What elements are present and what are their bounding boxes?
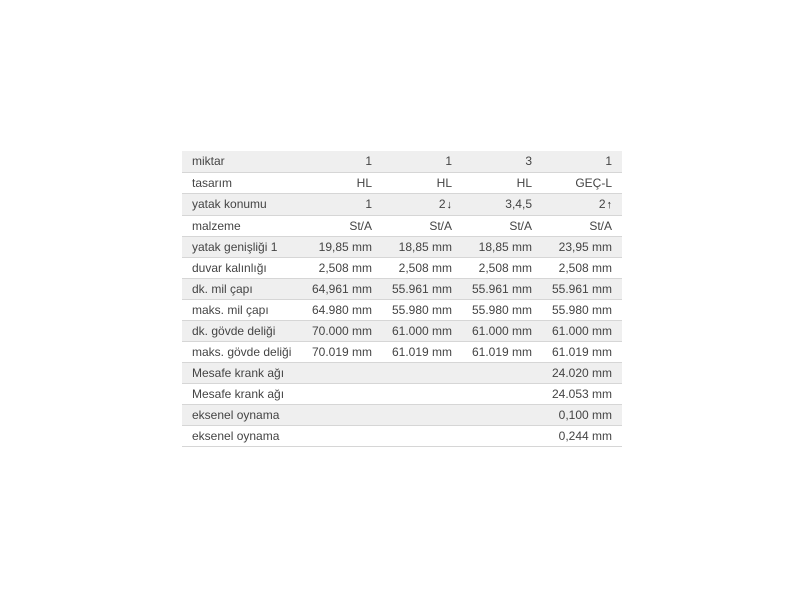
cell-text: 19,85 mm [318,239,372,254]
cell-text: 55.961 mm [391,281,452,296]
row-label: malzeme [182,215,302,236]
cell-value [302,172,382,193]
cell-value [462,257,542,278]
cell-value [302,341,382,362]
cell-value [542,151,622,172]
table-row [182,193,622,215]
cell-value [382,299,462,320]
cell-value [462,383,542,404]
cell-value [462,215,542,236]
table-row [182,362,622,383]
row-label: dk. mil çapı [182,278,302,299]
cell-text: 1 [365,197,372,211]
cell-text: 55.961 mm [471,281,532,296]
spec-table-body [182,151,622,446]
table-row [182,278,622,299]
cell-value [302,151,382,172]
cell-text: 3 [525,154,532,169]
cell-text: 61.000 mm [471,323,532,338]
cell-text: 1 [365,154,372,169]
cell-value [462,341,542,362]
cell-value [542,320,622,341]
cell-value [542,278,622,299]
cell-text: 24.053 mm [551,386,612,401]
cell-value [382,172,462,193]
row-label: Mesafe krank ağı [182,362,302,383]
cell-value [302,278,382,299]
cell-text: St/A [349,218,372,233]
cell-value [302,236,382,257]
row-label: maks. gövde deliği [182,341,302,362]
cell-text: HL [436,175,452,190]
row-label: tasarım [182,172,302,193]
table-row [182,341,622,362]
cell-value [382,215,462,236]
cell-text: 55.980 mm [551,302,612,317]
cell-text: 18,85 mm [478,239,532,254]
cell-value [302,362,382,383]
cell-text: 2,508 mm [478,260,532,275]
cell-value [542,172,622,193]
table-row [182,236,622,257]
cell-text: St/A [429,218,452,233]
cell-value [302,299,382,320]
cell-value [382,404,462,425]
cell-value [462,425,542,446]
cell-value [382,151,462,172]
row-label: eksenel oynama [182,404,302,425]
cell-text: St/A [509,218,532,233]
cell-value [462,172,542,193]
cell-value [542,215,622,236]
row-label: duvar kalınlığı [182,257,302,278]
row-label: yatak genişliği 1 [182,236,302,257]
cell-text: HL [516,175,532,190]
cell-text: 70.019 mm [311,344,372,359]
cell-text: 55.980 mm [471,302,532,317]
cell-value [542,257,622,278]
cell-text: 1 [445,154,452,169]
cell-value [382,193,462,215]
row-label: yatak konumu [182,193,302,215]
cell-value [302,404,382,425]
cell-value [542,236,622,257]
cell-text: 2,508 mm [558,260,612,275]
cell-text: 2 [438,196,446,211]
cell-value [542,362,622,383]
cell-value [542,299,622,320]
table-row [182,172,622,193]
cell-text: 1 [605,154,612,169]
cell-value [462,362,542,383]
cell-text: 55.980 mm [391,302,452,317]
row-label: Mesafe krank ağı [182,383,302,404]
cell-text: 0,100 mm [558,407,612,422]
cell-value [462,193,542,215]
table-row [182,425,622,446]
cell-text: 2,508 mm [318,260,372,275]
cell-text: 23,95 mm [558,239,612,254]
cell-value [382,236,462,257]
table-row [182,151,622,172]
cell-text: 2 [598,196,606,211]
cell-value [462,278,542,299]
cell-value [302,257,382,278]
up-arrow-icon: ↑ [606,198,612,211]
cell-value [542,404,622,425]
cell-text: 61.019 mm [391,344,452,359]
cell-value [302,425,382,446]
cell-value [382,320,462,341]
cell-value [382,425,462,446]
cell-text: 64.980 mm [311,302,372,317]
cell-value [542,383,622,404]
cell-value [462,151,542,172]
cell-value [382,278,462,299]
cell-text: 61.019 mm [471,344,532,359]
cell-value [302,320,382,341]
row-label: maks. mil çapı [182,299,302,320]
cell-value [382,257,462,278]
cell-text: 70.000 mm [311,323,372,338]
cell-value [302,215,382,236]
table-row [182,320,622,341]
cell-value [302,383,382,404]
cell-text: St/A [589,218,612,233]
cell-value [542,341,622,362]
row-label: miktar [182,151,302,172]
cell-value [462,299,542,320]
cell-text: 18,85 mm [398,239,452,254]
cell-value [382,383,462,404]
row-label: dk. gövde deliği [182,320,302,341]
cell-value [542,425,622,446]
table-row [182,383,622,404]
down-arrow-icon: ↓ [446,198,452,211]
cell-text: 2,508 mm [398,260,452,275]
table-row [182,215,622,236]
cell-text: HL [356,175,372,190]
cell-text: 55.961 mm [551,281,612,296]
cell-value [382,341,462,362]
cell-text: 61.019 mm [551,344,612,359]
cell-value [462,320,542,341]
table-row [182,404,622,425]
cell-text: 0,244 mm [558,428,612,443]
cell-text: 24.020 mm [551,365,612,380]
cell-text: 61.000 mm [551,323,612,338]
cell-text: GEÇ-L [575,175,612,190]
table-row [182,257,622,278]
cell-value [302,193,382,215]
cell-text: 64,961 mm [311,281,372,296]
cell-text: 61.000 mm [391,323,452,338]
table-row [182,299,622,320]
cell-text: 3,4,5 [505,197,532,211]
bearing-spec-table [182,151,622,447]
cell-value [382,362,462,383]
cell-value [462,404,542,425]
cell-value [542,193,622,215]
row-label: eksenel oynama [182,425,302,446]
cell-value [462,236,542,257]
